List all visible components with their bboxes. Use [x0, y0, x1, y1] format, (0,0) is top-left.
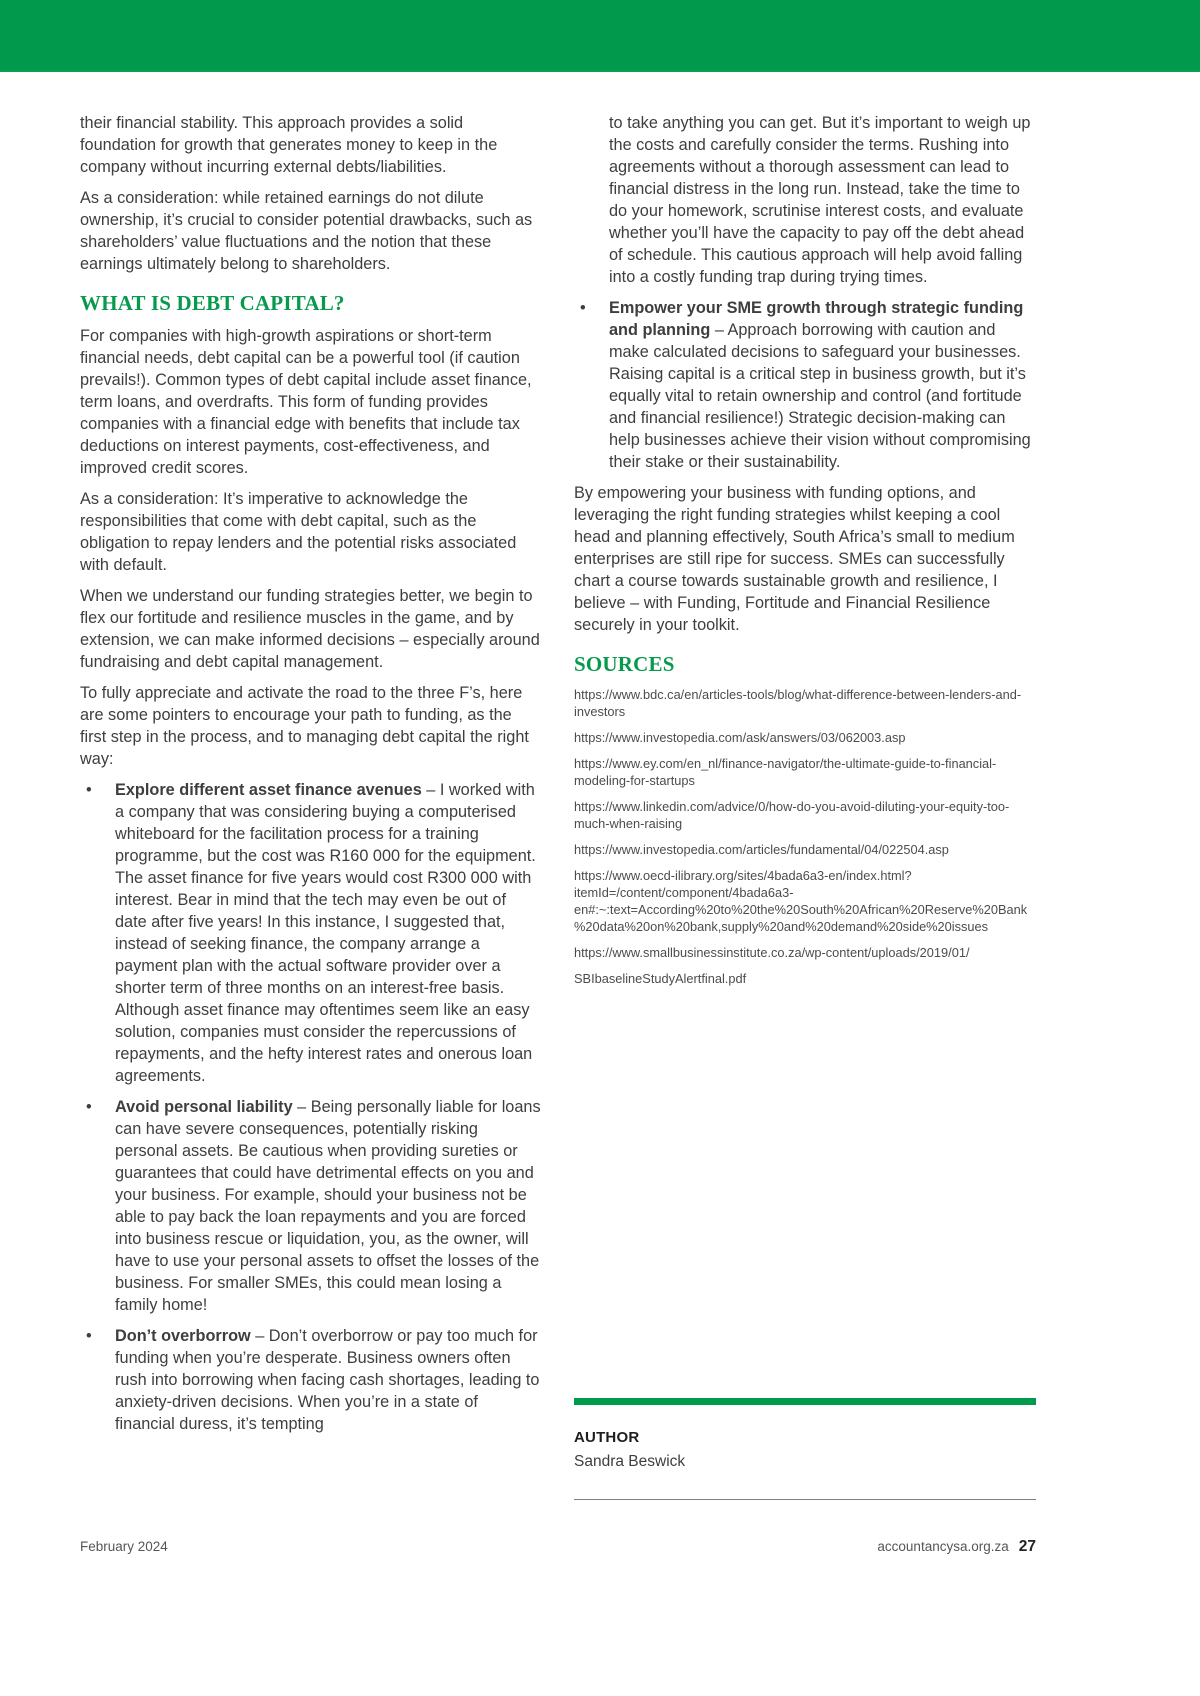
bullet-dont-overborrow-body: – Don’t overborrow or pay too much for funding when you’re desperate. Business owners often rush into borrowing when facing cash shortages, leading to anxiety-driven decisions. When you’re in a state of financial duress, it’s tempting — [115, 1327, 540, 1433]
heading-what-is-debt-capital: WHAT IS DEBT CAPITAL? — [80, 291, 345, 315]
source-link: https://www.bdc.ca/en/articles-tools/blog/what-difference-between-lenders-and-investors — [574, 687, 1022, 719]
source-link: https://www.investopedia.com/ask/answers/03/062003.asp — [574, 730, 906, 745]
bullet-personal-liability-text — [115, 1096, 542, 1316]
page-footer — [80, 1538, 1036, 1556]
paragraph-three-fs-pointers: To fully appreciate and activate the road to the three F’s, here are some pointers to encourage your path to funding, as the first step in the process, and to managing debt capital the right way: — [80, 684, 529, 768]
footer-issue-date: February 2024 — [80, 1539, 168, 1554]
sources-list — [574, 686, 1036, 987]
heading-sources: SOURCES — [574, 652, 675, 676]
left-column — [80, 112, 542, 1444]
bullet-icon: • — [580, 299, 586, 317]
bullet-empower-sme-growth-label: Empower your SME growth through strategic funding and planning — [609, 299, 1024, 339]
author-name: Sandra Beswick — [574, 1453, 686, 1470]
bullet-personal-liability-body: – Being personally liable for loans can have severe consequences, potentially risking personal assets. Be cautious when providing sureties or guarantees that could have detrimental effects on you and your business. For example, should your business not be able to pay back the loan repayments and you are forced into business rescue or liquidation, you, as the owner, will have to use your personal assets to offset the losses of the business. For smaller SMEs, this could mean losing a family home! — [115, 1098, 541, 1314]
bullet-dont-overborrow-label: Don’t overborrow — [115, 1327, 251, 1345]
author-block — [574, 1398, 1036, 1500]
paragraph-debt-capital-consideration: As a consideration: It’s imperative to acknowledge the responsibilities that come with debt capital, such as the obligation to repay lenders and the potential risks associated with default. — [80, 490, 517, 574]
bullet-asset-finance-label: Explore different asset finance avenues — [115, 781, 422, 799]
source-link: SBIbaselineStudyAlertfinal.pdf — [574, 971, 747, 986]
bullet-dont-overborrow — [80, 1325, 542, 1435]
source-link: https://www.linkedin.com/advice/0/how-do-you-avoid-diluting-your-equity-too-much-when-raising — [574, 799, 1010, 831]
author-label: AUTHOR — [574, 1429, 640, 1446]
bullet-icon: • — [86, 1327, 92, 1345]
article-columns — [80, 112, 1036, 1470]
footer-page-number: 27 — [1018, 1538, 1036, 1555]
right-column — [574, 112, 1036, 1470]
bullet-empower-sme-growth-body: – Approach borrowing with caution and make calculated decisions to safeguard your businesses. Raising capital is a critical step in business growth, but it’s equally vital to retain ownership and control (and fortitude and financial resilience!) Strategic decision-making can help businesses achieve their vision without compromising their stake or their sustainability. — [609, 321, 1031, 471]
source-link: https://www.smallbusinessinstitute.co.za/wp-content/uploads/2019/01/ — [574, 945, 970, 960]
bullet-empower-sme-growth — [574, 297, 1036, 473]
author-accent-bar — [574, 1398, 1036, 1405]
bullet-empower-sme-growth-text — [609, 297, 1036, 473]
source-link: https://www.ey.com/en_nl/finance-navigator/the-ultimate-guide-to-financial-modeling-for-startups — [574, 756, 997, 788]
bullet-icon: • — [86, 781, 92, 799]
bullet-personal-liability — [80, 1096, 542, 1316]
masthead-band — [0, 0, 1200, 72]
paragraph-financial-stability: their financial stability. This approach provides a solid foundation for growth that generates money to keep in the company without incurring external debts/liabilities. — [80, 114, 498, 176]
bullet-personal-liability-label: Avoid personal liability — [115, 1098, 293, 1116]
bullet-asset-finance — [80, 779, 542, 1087]
source-link: https://www.oecd-ilibrary.org/sites/4bada6a3-en/index.html?itemId=/content/component/4bada6a3-en#:~:text=According%20to%20the%20South%20African%20Reserve%20Bank%20data%20on%20bank,supply%20and%20demand%20side%20issues — [574, 868, 1028, 934]
author-divider — [574, 1499, 1036, 1500]
bullet-asset-finance-text — [115, 779, 542, 1087]
footer-site-and-page — [877, 1538, 1036, 1556]
paragraph-debt-capital-intro: For companies with high-growth aspirations or short-term financial needs, debt capital can be a powerful tool (if caution prevails!). Common types of debt capital include asset finance, term loans, and overdrafts. This form of funding provides companies with a financial edge with benefits that include tax deductions on interest payments, cost-effectiveness, and improved credit scores. — [80, 327, 532, 477]
source-link: https://www.investopedia.com/articles/fundamental/04/022504.asp — [574, 842, 949, 857]
paragraph-closing: By empowering your business with funding options, and leveraging the right funding strategies whilst keeping a cool head and planning effectively, South Africa’s small to medium enterprises are still ripe for success. SMEs can successfully chart a course towards sustainable growth and resilience, I believe – with Funding, Fortitude and Financial Resilience securely in your toolkit. — [574, 484, 1015, 634]
bullet-icon: • — [86, 1098, 92, 1116]
bullet-dont-overborrow-text — [115, 1325, 542, 1435]
paragraph-overborrow-continuation: to take anything you can get. But it’s important to weigh up the costs and carefully consider the terms. Rushing into agreements without a thorough assessment can lead to financial distress in the long run. Instead, take the time to do your homework, scrutinise interest costs, and evaluate whether you’ll have the capacity to pay off the debt ahead of schedule. This cautious approach will help avoid falling into a costly funding trap during trying times. — [609, 114, 1031, 286]
footer-site-url: accountancysa.org.za — [877, 1539, 1009, 1554]
paragraph-funding-strategies: When we understand our funding strategies better, we begin to flex our fortitude and resilience muscles in the game, and by extension, we can make informed decisions – especially around fundraising and debt capital management. — [80, 587, 540, 671]
paragraph-retained-earnings-consideration: As a consideration: while retained earnings do not dilute ownership, it’s crucial to consider potential drawbacks, such as shareholders’ value fluctuations and the notion that these earnings ultimately belong to shareholders. — [80, 189, 533, 273]
bullet-asset-finance-body: – I worked with a company that was considering buying a computerised whiteboard for the facilitation process for a training programme, but the cost was R160 000 for the equipment. The asset finance for five years would cost R300 000 with interest. Bear in mind that the tech may even be out of date after five years! In this instance, I suggested that, instead of seeking finance, the company arrange a payment plan with the actual software provider over a shorter term of three months on an interest-free basis. Although asset finance may oftentimes seem like an easy solution, companies must consider the repercussions of repayments, and the hefty interest rates and onerous loan agreements. — [115, 781, 536, 1085]
